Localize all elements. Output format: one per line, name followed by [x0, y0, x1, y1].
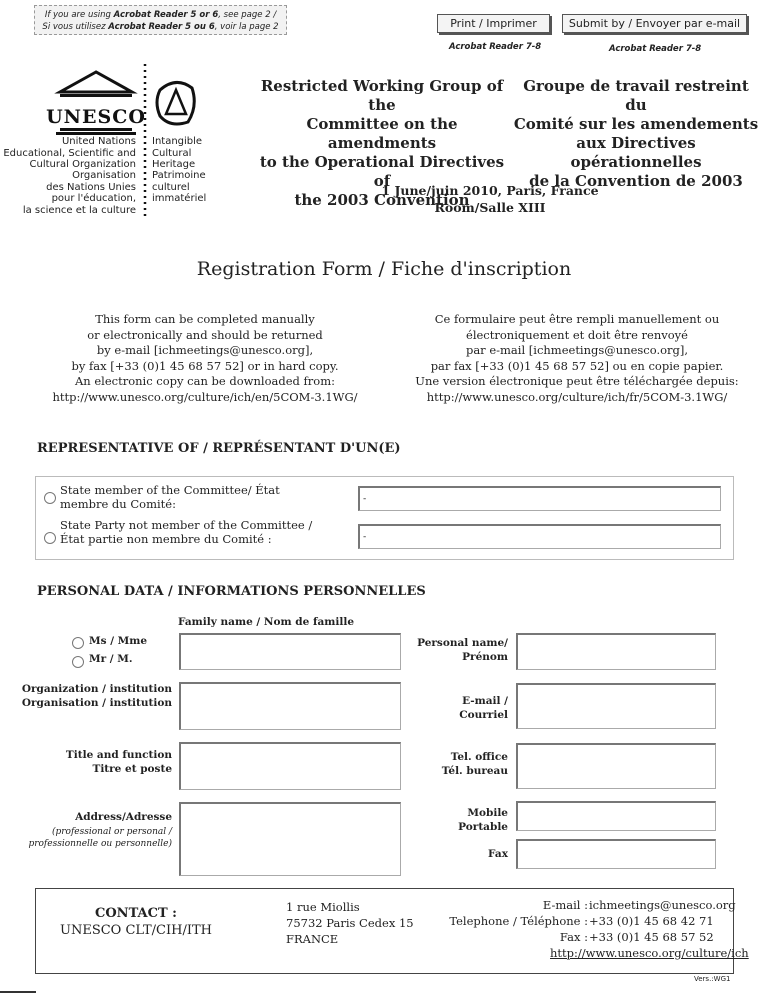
family-name-label: Family name / Nom de famille [178, 616, 355, 628]
logo-text: la science et la culture [22, 204, 136, 216]
address-label: Address/Adresse [75, 811, 172, 823]
address-note [0, 826, 172, 850]
instruction-line: This form can be completed manually [95, 312, 315, 326]
submit-email-button[interactable]: Submit by / Envoyer par e-mail [562, 14, 747, 33]
mobile-input[interactable] [516, 801, 716, 831]
notice-text: , voir la page 2 [214, 22, 279, 32]
instruction-line: An electronic copy can be downloaded from: [74, 374, 335, 388]
logo-text: Cultural Organization [29, 159, 136, 170]
contact-org: UNESCO CLT/CIH/ITH [60, 923, 212, 938]
notice-bold: Acrobat Reader 5 ou 6 [108, 22, 215, 32]
title-line: de la Convention de 2003 [529, 172, 743, 190]
title-line: Committee on the amendments [306, 115, 458, 152]
representative-heading: REPRESENTATIVE OF / REPRÉSENTANT D'UN(E) [37, 441, 401, 456]
label-line: Courriel [459, 709, 508, 721]
instructions-en [30, 312, 380, 405]
instruction-line: by fax [+33 (0)1 45 68 57 52] or in hard copy. [71, 358, 339, 373]
contact-labels [420, 897, 588, 945]
title-line: Comité sur les amendements [513, 115, 759, 133]
unesco-name-fr [0, 170, 136, 216]
email-input[interactable] [516, 683, 716, 729]
contact-fax-label: Fax : [559, 930, 588, 944]
title-function-label [0, 748, 172, 776]
meeting-room: Room/Salle XIII [434, 200, 546, 215]
title-line: Groupe de travail restreint du [523, 77, 749, 114]
instruction-line: électroniquement et doit être renvoyé [466, 327, 688, 342]
label-line: Title and function [65, 749, 172, 761]
form-title: Registration Form / Fiche d'inscription [196, 258, 572, 280]
logo-text: Cultural [152, 147, 192, 159]
instruction-link[interactable]: http://www.unesco.org/culture/ich/fr/5COM-3.1WG/ [426, 389, 728, 404]
fax-input[interactable] [516, 839, 716, 869]
personal-data-heading: PERSONAL DATA / INFORMATIONS PERSONNELLES [37, 584, 426, 599]
print-button[interactable]: Print / Imprimer [437, 14, 550, 33]
label-line: Personal name/ [417, 637, 508, 649]
state-member-radio[interactable] [44, 492, 56, 504]
mr-radio[interactable] [72, 656, 84, 668]
label-line: State Party not member of the Committee / [60, 518, 313, 532]
note-line: (professional or personal / [51, 827, 172, 837]
label-line: Organisation / institution [21, 697, 172, 709]
label-line: State member of the Committee/ État [60, 483, 280, 497]
instruction-line: or electronically and should be returned [87, 327, 323, 342]
family-name-input[interactable] [179, 633, 401, 670]
label-line: Titre et poste [92, 763, 172, 775]
label-line: Prénom [462, 651, 508, 663]
personal-name-input[interactable] [516, 633, 716, 670]
contact-email-label: E-mail : [542, 898, 588, 912]
ich-logo-icon [152, 76, 200, 128]
unesco-name-en [0, 136, 136, 171]
address-input[interactable] [179, 802, 401, 876]
unesco-logo-text: UNESCO [46, 106, 146, 128]
organization-input[interactable] [179, 682, 401, 730]
ich-name-en [152, 136, 202, 171]
label-line: Organization / institution [21, 683, 172, 695]
version-label: Vers.:WG1 [694, 975, 731, 983]
instruction-line: par e-mail [ichmeetings@unesco.org], [465, 343, 689, 357]
instruction-link[interactable]: http://www.unesco.org/culture/ich/en/5COM-3.1WG/ [52, 389, 358, 404]
mr-label: Mr / M. [89, 653, 133, 665]
logo-text: pour l'éducation, [51, 193, 136, 204]
contact-fax: +33 (0)1 45 68 57 52 [589, 930, 714, 944]
instruction-line: by e-mail [ichmeetings@unesco.org], [96, 343, 314, 357]
contact-tel: +33 (0)1 45 68 42 71 [589, 914, 714, 928]
tel-office-label [400, 750, 508, 778]
ms-radio[interactable] [72, 637, 84, 649]
organization-label [0, 682, 172, 710]
logo-separator [141, 64, 149, 218]
title-function-input[interactable] [179, 742, 401, 790]
mobile-label [400, 806, 508, 834]
instruction-line: par fax [+33 (0)1 45 68 57 52] ou en copie papier. [430, 358, 724, 373]
unesco-temple-icon [46, 70, 146, 136]
logo-text: des Nations Unies [46, 181, 136, 193]
contact-values [589, 897, 736, 945]
title-line: aux Directives opérationnelles [570, 134, 702, 171]
label-line: Portable [458, 821, 508, 833]
logo-text: Organisation [72, 170, 136, 181]
ich-name-fr [152, 170, 206, 205]
notice-text: , see page 2 / [218, 10, 277, 20]
instruction-line: Une version électronique peut être téléchargée depuis: [415, 374, 739, 388]
state-party-radio[interactable] [44, 532, 56, 544]
address-line: 75732 Paris Cedex 15 [286, 916, 414, 930]
logo-text: Heritage [152, 159, 196, 170]
label-line: Tél. bureau [441, 765, 508, 777]
contact-tel-label: Telephone / Téléphone : [449, 914, 588, 928]
notice-text: Si vous utilisez [42, 22, 109, 32]
print-note: Acrobat Reader 7-8 [449, 42, 542, 52]
logo-text: United Nations [61, 136, 136, 147]
label-line: Mobile [467, 807, 508, 819]
instructions-fr [392, 312, 762, 405]
state-party-select[interactable]: - [358, 524, 721, 549]
logo-text: immatériel [152, 193, 207, 204]
ms-label: Ms / Mme [89, 635, 148, 647]
label-line: État partie non membre du Comité : [60, 532, 272, 546]
meeting-date: 1 June/juin 2010, Paris, France [381, 183, 599, 198]
personal-name-label [400, 636, 508, 664]
page-edge-mark [0, 991, 36, 993]
unesco-ich-link[interactable]: http://www.unesco.org/culture/ich [550, 946, 749, 960]
submit-note: Acrobat Reader 7-8 [609, 44, 702, 54]
contact-address [286, 899, 414, 947]
contact-title: CONTACT : [95, 906, 177, 921]
meeting-venue [340, 182, 640, 216]
meeting-title-fr [512, 77, 760, 191]
instruction-line: Ce formulaire peut être rempli manuellement ou [434, 312, 720, 326]
title-line: the 2003 Convention [294, 191, 470, 209]
contact-label [36, 905, 236, 939]
title-line: to the Operational Directives of [259, 153, 505, 190]
email-label [400, 694, 508, 722]
acrobat-notice [34, 5, 287, 35]
label-line: membre du Comité: [60, 497, 176, 511]
tel-office-input[interactable] [516, 743, 716, 789]
note-line: professionnelle ou personnelle) [28, 839, 172, 849]
contact-email[interactable]: ichmeetings@unesco.org [589, 898, 736, 912]
logo-text: Educational, Scientific and [3, 147, 136, 159]
fax-label: Fax [488, 848, 508, 860]
state-member-select[interactable]: - [358, 486, 721, 511]
label-line: E-mail / [462, 695, 508, 707]
address-line: 1 rue Miollis [286, 900, 360, 914]
logo-text: Intangible [152, 136, 203, 147]
logo-text: Patrimoine [152, 170, 206, 181]
label-line: Tel. office [450, 751, 508, 763]
notice-text: If you are using [44, 10, 114, 20]
address-line: FRANCE [286, 932, 339, 946]
state-member-label [60, 483, 280, 511]
state-party-label [60, 518, 312, 546]
logo-text: culturel [152, 181, 190, 193]
notice-bold: Acrobat Reader 5 or 6 [113, 10, 219, 20]
title-line: Restricted Working Group of the [260, 77, 504, 114]
